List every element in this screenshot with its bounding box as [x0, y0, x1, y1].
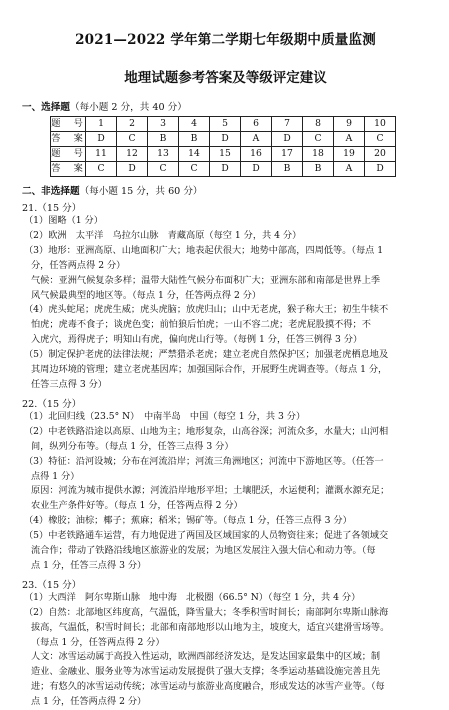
table-row — [51, 162, 396, 177]
table-cell: C — [179, 162, 210, 177]
answer-line: （1）大西洋 阿尔卑斯山脉 地中海 北极圈（66.5° N）（每空 1 分，共 4 分） — [24, 591, 361, 603]
table-cell: B — [303, 162, 334, 177]
answer-line: （4）橡胶；油棕；椰子；蕉麻；稻米；锡矿等。（每点 1 分，任答三点得 3 分） — [24, 515, 352, 527]
table-cell: 19 — [334, 147, 365, 162]
answer-line: （1）北回归线（23.5° N） 中南半岛 中国（每空 1 分，共 3 分） — [24, 410, 306, 422]
section-choice-header — [22, 99, 429, 113]
answer-line: 流合作；带动了铁路沿线地区旅游业的发展；为地区发展注入强大信心和动力等。（每 — [31, 545, 376, 557]
table-cell: A — [334, 162, 365, 177]
table-cell: 答 案 — [51, 162, 86, 177]
answer-line: （5）中老铁路通车运营，有力地促进了两国及区域国家的人员物资往来；促进了各领域交 — [24, 530, 389, 542]
answer-line: 点 1 分，任答三点得 3 分） — [31, 559, 147, 571]
table-cell: 2 — [117, 117, 148, 132]
answer-line: 风气候最典型的地区等。（每点 1 分，任答两点得 2 分） — [31, 289, 262, 301]
table-cell: 题 号 — [51, 147, 86, 162]
answer-line: 其周边环境的管理；建立老虎基因库；加强国际合作，开展野生虎调查等。（每点 1 分， — [31, 364, 388, 376]
exam-subtitle: 地理试题参考答案及等级评定建议 — [124, 70, 327, 86]
answer-line: （2）中老铁路沿途以高原、山地为主；地形复杂，山高谷深；河流众多，水量大；山河相 — [24, 425, 389, 437]
answer-line: （1）图略（1 分） — [24, 215, 103, 226]
answer-line: （3）地形：亚洲高原、山地面积广大；地表起伏很大；地势中部高，四周低等。（每点 1 — [24, 244, 384, 256]
table-cell: A — [241, 132, 272, 147]
table-row — [51, 117, 396, 132]
table-cell: C — [303, 132, 334, 147]
table-cell: 18 — [303, 147, 334, 162]
table-cell: C — [148, 162, 179, 177]
question-23-heading: 23.（15 分） — [22, 579, 82, 591]
answer-line: 入虎穴，焉得虎子；明知山有虎，偏向虎山行等。（每例 1 分，任答三例得 3 分） — [31, 334, 363, 346]
question-23-answers — [22, 591, 429, 710]
section-nonchoice-note: （每小题 15 分，共 60 分） — [79, 186, 203, 197]
question-21-answers — [22, 214, 429, 393]
table-cell: 10 — [365, 117, 396, 132]
table-cell: 1 — [86, 117, 117, 132]
table-cell: 17 — [272, 147, 303, 162]
table-cell: 5 — [210, 117, 241, 132]
table-cell: B — [272, 162, 303, 177]
answer-line: 间，纵列分布等。（每点 1 分，任答三点得 3 分） — [31, 440, 234, 452]
answer-line: 人文：冰雪运动属于高投入性运动，欧洲西部经济发达，是发达国家最集中的区域；制 — [31, 651, 381, 663]
table-cell: 8 — [303, 117, 334, 132]
section-nonchoice-heading: 二、非选择题 — [22, 186, 80, 197]
table-cell: 20 — [365, 147, 396, 162]
answer-line: （2）自然：北部地区纬度高，气温低，降雪量大；冬季积雪时间长；南部阿尔卑斯山脉海 — [24, 606, 389, 618]
table-cell: 6 — [241, 117, 272, 132]
answer-line: 原因：河流为城市提供水源；河流沿岸地形平坦；土壤肥沃，水运便利；灌溉水源充足； — [31, 485, 390, 497]
table-cell: 答 案 — [51, 132, 86, 147]
table-cell: 16 — [241, 147, 272, 162]
section-choice-note: （每小题 2 分，共 40 分） — [69, 102, 187, 113]
table-cell: C — [117, 132, 148, 147]
table-cell: B — [179, 132, 210, 147]
answer-line: 怕虎；虎毒不食子；谈虎色变；前怕狼后怕虎；一山不容二虎；老虎屁股摸不得；不 — [31, 319, 371, 331]
table-cell: D — [365, 162, 396, 177]
table-cell: 3 — [148, 117, 179, 132]
table-row — [51, 147, 396, 162]
table-cell: 题 号 — [51, 117, 86, 132]
table-cell: 12 — [117, 147, 148, 162]
table-cell: C — [365, 132, 396, 147]
answer-line: （3）特征：沿河设城；分布在河流沿岸；河流三角洲地区；河流中下游地区等。（任答一 — [24, 455, 384, 467]
answer-line: （2）欧洲 太平洋 乌拉尔山脉 青藏高原（每空 1 分，共 4 分） — [24, 229, 302, 241]
question-21-heading: 21.（15 分） — [22, 203, 82, 214]
table-cell: D — [210, 162, 241, 177]
answer-line: 气候：亚洲气候复杂多样；温带大陆性气候分布面积广大；亚洲东部和南部是世界上季 — [31, 274, 381, 286]
answer-line: （4）虎头蛇尾；虎虎生威；虎头虎脑；放虎归山；山中无老虎，猴子称大王；初生牛犊不 — [24, 304, 389, 316]
answer-line: 点得 1 分） — [31, 470, 80, 482]
answer-line: 分，任答两点得 2 分） — [31, 259, 126, 271]
answer-line: 造业、金融业、服务业等为冰雪运动发展提供了强大支撑；冬季运动基础设施完善且先 — [31, 666, 381, 678]
table-cell: 11 — [86, 147, 117, 162]
table-cell: 13 — [148, 147, 179, 162]
exam-title: 2021—2022 学年第二学期七年级期中质量监测 — [75, 32, 376, 48]
answer-line: （5）制定保护老虎的法律法规；严禁猎杀老虎；建立老虎自然保护区；加强老虎栖息地及 — [24, 349, 389, 361]
question-22-heading: 22.（15 分） — [22, 398, 82, 410]
table-row — [51, 132, 396, 147]
question-22-answers — [22, 410, 429, 574]
table-cell: 4 — [179, 117, 210, 132]
table-cell: D — [117, 162, 148, 177]
section-choice-heading: 一、选择题 — [22, 102, 70, 113]
answer-line: 拔高，气温低，积雪时间长；北部和南部地形以山地为主，坡度大，适宜兴建滑雪场等。 — [31, 621, 390, 633]
table-cell: D — [86, 132, 117, 147]
table-cell: 14 — [179, 147, 210, 162]
table-cell: D — [210, 132, 241, 147]
table-cell: 9 — [334, 117, 365, 132]
answer-line: 农业生产条件好等。（每点 1 分，任答两点得 2 分） — [31, 500, 243, 512]
answer-line: 进；有悠久的冰雪运动传统；冰雪运动与旅游业高度融合，形成发达的冰雪产业等。（每 — [31, 681, 385, 693]
table-cell: C — [86, 162, 117, 177]
table-cell: D — [241, 162, 272, 177]
answer-line: 点 1 分，任答两点得 2 分） — [31, 696, 147, 708]
answer-table — [50, 116, 396, 177]
answer-line: 任答三点得 3 分） — [31, 378, 107, 390]
table-cell: B — [148, 132, 179, 147]
section-nonchoice-header — [22, 183, 429, 197]
table-cell: 7 — [272, 117, 303, 132]
table-cell: D — [272, 132, 303, 147]
table-cell: A — [334, 132, 365, 147]
table-cell: 15 — [210, 147, 241, 162]
answer-line: （每点 1 分，任答两点得 2 分） — [31, 636, 165, 648]
